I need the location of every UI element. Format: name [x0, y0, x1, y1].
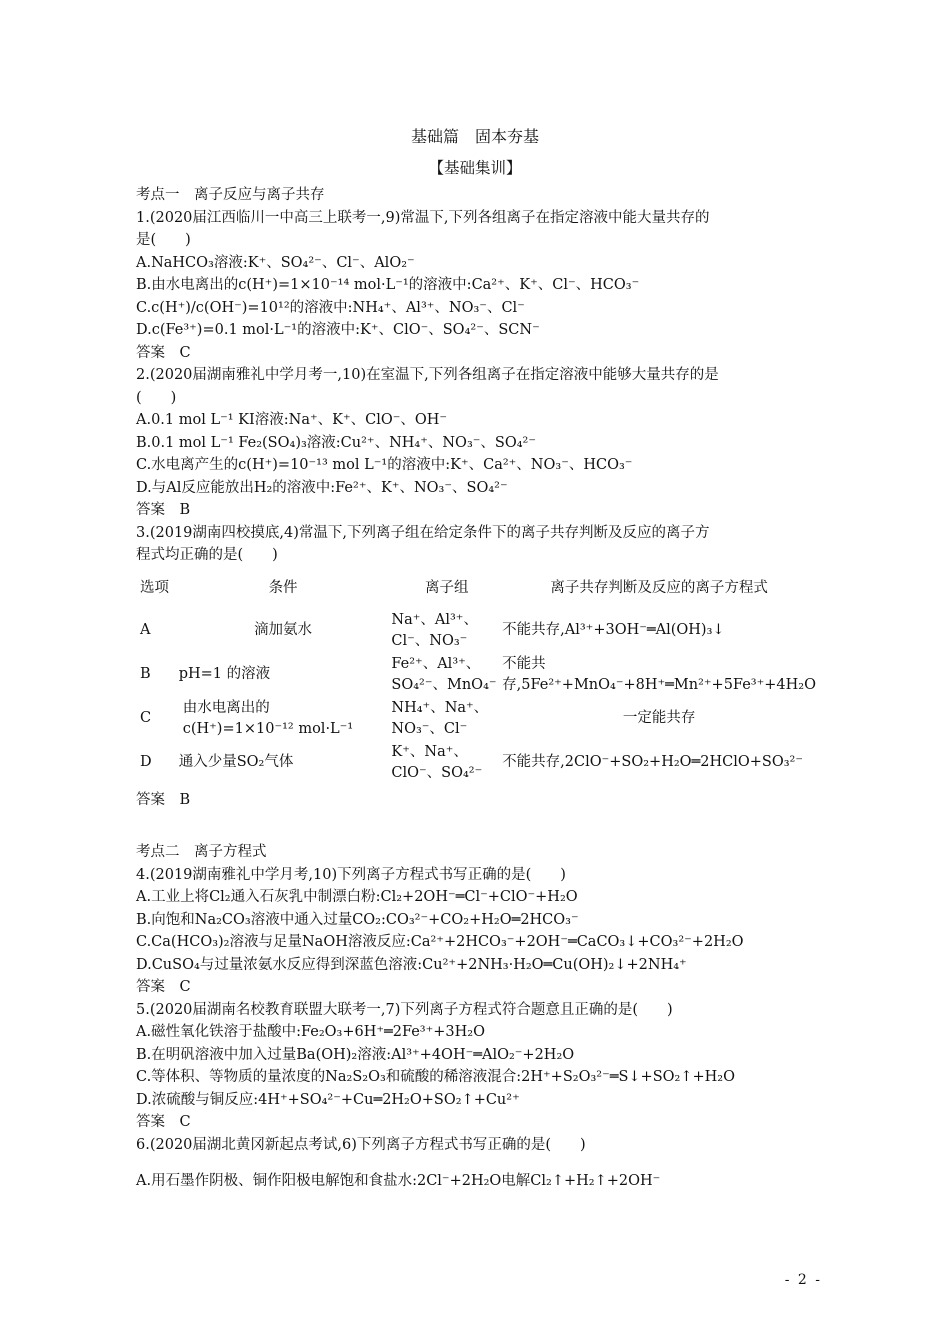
- table-row: [136, 741, 816, 785]
- q3-header-judgement: 离子共存判断及反应的离子方程式: [550, 580, 768, 596]
- section-heading-1: 考点一 离子反应与离子共存: [136, 187, 325, 203]
- q3-row-a-option: A: [140, 622, 151, 638]
- page-number: - 2 -: [784, 1272, 822, 1288]
- q3-row-c-ions: NH₄⁺、Na⁺、NO₃⁻、Cl⁻: [391, 699, 489, 737]
- q2-stem-line2: ( ): [136, 389, 177, 406]
- q1-stem-line1: 1.(2020届江西临川一中高三上联考一,9)常温下,下列各组离子在指定溶液中能大量共存的: [136, 209, 710, 226]
- q6-stem: 6.(2020届湖北黄冈新起点考试,6)下列离子方程式书写正确的是( ): [136, 1136, 586, 1153]
- q5-option-c: C.等体积、等物质的量浓度的Na₂S₂O₃和硫酸的稀溶液混合:2H⁺+S₂O₃²⁻═S↓+SO₂↑+H₂O: [136, 1069, 735, 1085]
- q2-stem-line1: 2.(2020届湖南雅礼中学月考一,10)在室温下,下列各组离子在指定溶液中能够大量共存的是: [136, 367, 719, 383]
- q4-option-a: A.工业上将Cl₂通入石灰乳中制漂白粉:Cl₂+2OH⁻═Cl⁻+ClO⁻+H₂O: [136, 889, 578, 905]
- q3-header-ions: 离子组: [425, 580, 469, 596]
- q4-option-c: C.Ca(HCO₃)₂溶液与足量NaOH溶液反应:Ca²⁺+2HCO₃⁻+2OH⁻═CaCO₃↓+CO₃²⁻+2H₂O: [136, 934, 744, 950]
- q5-answer: 答案 C: [136, 1114, 191, 1130]
- q5-option-a: A.磁性氧化铁溶于盐酸中:Fe₂O₃+6H⁺═2Fe³⁺+3H₂O: [136, 1024, 485, 1040]
- q1-option-d: D.c(Fe³⁺)=0.1 mol·L⁻¹的溶液中:K⁺、ClO⁻、SO₄²⁻、SCN⁻: [136, 322, 540, 338]
- table-row: [136, 697, 816, 741]
- q3-row-a-ions: Na⁺、Al³⁺、Cl⁻、NO₃⁻: [391, 611, 478, 649]
- q6-option-a: A.用石墨作阴极、铜作阳极电解饱和食盐水:2Cl⁻+2H₂O电解Cl₂↑+H₂↑+2OH⁻: [136, 1173, 661, 1189]
- q3-answer: 答案 B: [136, 791, 191, 808]
- q1-stem-line2: 是( ): [136, 232, 191, 248]
- q4-option-b: B.向饱和Na₂CO₃溶液中通入过量CO₂:CO₃²⁻+CO₂+H₂O═2HCO₃⁻: [136, 911, 579, 928]
- q2-option-c: C.水电离产生的c(H⁺)=10⁻¹³ mol L⁻¹的溶液中:K⁺、Ca²⁺、NO₃⁻、HCO₃⁻: [136, 457, 633, 473]
- q1-answer: 答案 C: [136, 344, 191, 361]
- q4-stem: 4.(2019湖南雅礼中学月考,10)下列离子方程式书写正确的是( ): [136, 866, 566, 883]
- q3-stem-line2: 程式均正确的是( ): [136, 547, 278, 563]
- page-subtitle: 【基础集训】: [428, 159, 522, 177]
- q3-header-option: 选项: [140, 580, 169, 596]
- q1-option-a: A.NaHCO₃溶液:K⁺、SO₄²⁻、Cl⁻、AlO₂⁻: [136, 254, 415, 271]
- table-row: [136, 653, 816, 697]
- q3-row-d-ions: K⁺、Na⁺、ClO⁻、SO₄²⁻: [391, 743, 483, 781]
- q2-option-d: D.与Al反应能放出H₂的溶液中:Fe²⁺、K⁺、NO₃⁻、SO₄²⁻: [136, 479, 508, 496]
- table-row: [136, 609, 816, 653]
- page-title: 基础篇 固本夯基: [410, 127, 539, 146]
- q2-option-a: A.0.1 mol L⁻¹ KI溶液:Na⁺、K⁺、ClO⁻、OH⁻: [136, 412, 448, 428]
- q3-row-a-condition: 滴加氨水: [254, 622, 313, 638]
- q3-row-c-option: C: [140, 710, 152, 726]
- section-heading-2: 考点二 离子方程式: [136, 844, 267, 860]
- q3-row-b-judgement: 不能共存,5Fe²⁺+MnO₄⁻+8H⁺═Mn²⁺+5Fe³⁺+4H₂O: [502, 655, 816, 693]
- q3-stem-line1: 3.(2019湖南四校摸底,4)常温下,下列离子组在给定条件下的离子共存判断及反应的离子方: [136, 524, 710, 541]
- q3-row-d-condition: 通入少量SO₂气体: [178, 754, 294, 770]
- document-content: [136, 184, 816, 1193]
- q5-option-d: D.浓硫酸与铜反应:4H⁺+SO₄²⁻+Cu═2H₂O+SO₂↑+Cu²⁺: [136, 1091, 520, 1108]
- q3-row-d-option: D: [140, 754, 152, 770]
- q1-option-c: C.c(H⁺)/c(OH⁻)=10¹²的溶液中:NH₄⁺、Al³⁺、NO₃⁻、Cl⁻: [136, 299, 525, 316]
- q4-option-d: D.CuSO₄与过量浓氨水反应得到深蓝色溶液:Cu²⁺+2NH₃·H₂O═Cu(OH)₂↓+2NH₄⁺: [136, 956, 687, 973]
- q2-answer: 答案 B: [136, 502, 191, 518]
- q3-row-b-option: B: [140, 666, 151, 682]
- q5-stem: 5.(2020届湖南名校教育联盟大联考一,7)下列离子方程式符合题意且正确的是( ): [136, 1001, 673, 1018]
- q3-header-condition: 条件: [268, 580, 298, 596]
- q3-table: [136, 569, 816, 785]
- q2-option-b: B.0.1 mol L⁻¹ Fe₂(SO₄)₃溶液:Cu²⁺、NH₄⁺、NO₃⁻、SO₄²⁻: [136, 434, 537, 451]
- q3-row-a-judgement: 不能共存,Al³⁺+3OH⁻═Al(OH)₃↓: [502, 622, 725, 638]
- q5-option-b: B.在明矾溶液中加入过量Ba(OH)₂溶液:Al³⁺+4OH⁻═AlO₂⁻+2H₂O: [136, 1046, 575, 1063]
- q3-row-d-judgement: 不能共存,2ClO⁻+SO₂+H₂O═2HClO+SO₃²⁻: [502, 754, 804, 770]
- q3-row-b-ions: Fe²⁺、Al³⁺、SO₄²⁻、MnO₄⁻: [391, 655, 497, 693]
- q1-option-b: B.由水电离出的c(H⁺)=1×10⁻¹⁴ mol·L⁻¹的溶液中:Ca²⁺、K⁺、Cl⁻、HCO₃⁻: [136, 277, 640, 293]
- q4-answer: 答案 C: [136, 979, 191, 995]
- q3-row-c-condition: 由水电离出的c(H⁺)=1×10⁻¹² mol·L⁻¹: [182, 699, 354, 737]
- q3-table-header: [136, 569, 816, 609]
- q3-row-b-condition: pH=1 的溶液: [178, 666, 271, 682]
- q3-row-c-judgement: 一定能共存: [622, 710, 696, 726]
